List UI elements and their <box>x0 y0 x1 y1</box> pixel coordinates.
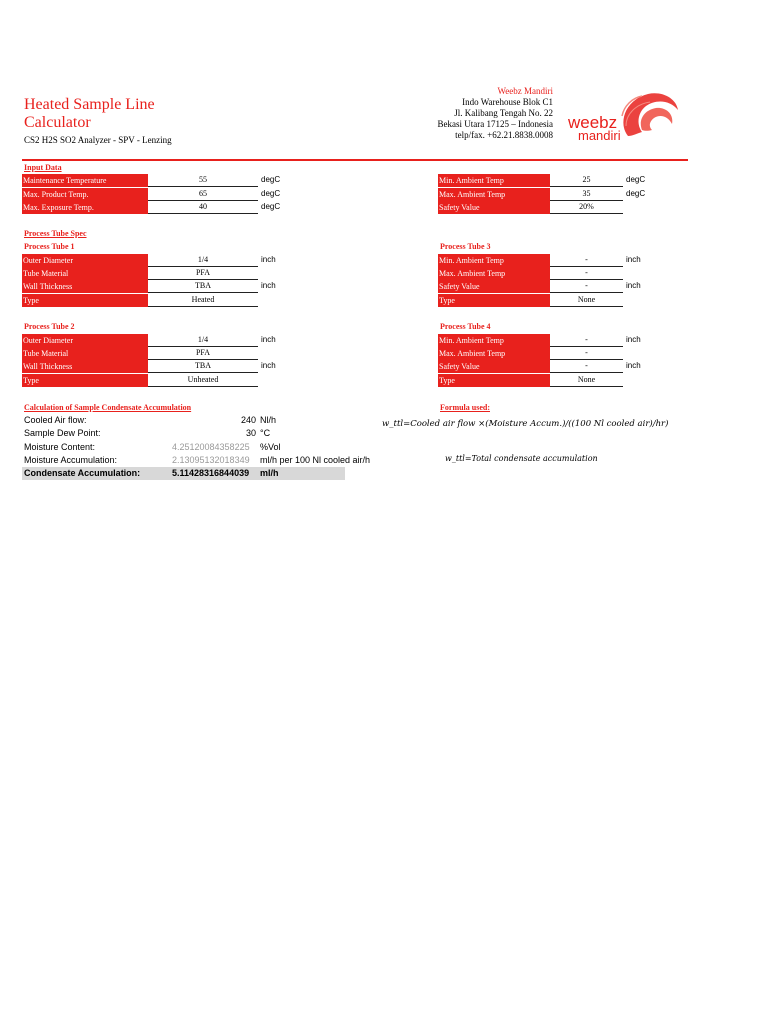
tube3-0-label: Min. Ambient Temp <box>438 254 550 267</box>
input-right-2-row <box>438 201 683 214</box>
formula-expression: w_ttl=Cooled air flow ×(Moisture Accum.)/((100 Nl cooled air)/hr) <box>382 419 669 429</box>
calc-unit: °C <box>260 428 271 439</box>
calc-row <box>24 454 394 467</box>
input-left-1-value[interactable]: 65 <box>148 188 258 201</box>
calc-result-value: 5.11428316844039 <box>172 468 250 478</box>
tube-3-title: Process Tube 3 <box>440 242 491 251</box>
company-name: Weebz Mandiri <box>497 86 553 96</box>
tube3-3-value[interactable]: None <box>550 294 623 307</box>
tube4-2-label: Safety Value <box>438 360 550 373</box>
section-heading-formula: Formula used: <box>440 403 490 412</box>
input-left-1-label: Max. Product Temp. <box>22 188 148 201</box>
tube1-3-label: Type <box>22 294 148 307</box>
tube1-1-value[interactable]: PFA <box>148 267 258 280</box>
calc-label: Moisture Content: <box>24 441 96 452</box>
tube1-0-label: Outer Diameter <box>22 254 148 267</box>
tube4-3-row <box>438 374 683 387</box>
tube2-3-row <box>22 374 318 387</box>
calc-result-row <box>24 467 344 480</box>
tube3-3-row <box>438 294 683 307</box>
tube4-0-unit: inch <box>626 335 641 344</box>
input-left-2-label: Max. Exposure Temp. <box>22 201 148 214</box>
input-left-1-row <box>22 188 318 201</box>
calc-value: 4.25120084358225 <box>172 441 250 452</box>
tube4-1-label: Max. Ambient Temp <box>438 347 550 360</box>
input-left-0-row <box>22 174 318 187</box>
logo-text-weebz: weebz <box>568 113 618 132</box>
tube4-2-unit: inch <box>626 361 641 371</box>
tube4-0-row <box>438 334 683 347</box>
tube3-0-row <box>438 254 683 267</box>
input-right-0-unit: degC <box>626 175 646 184</box>
tube1-0-row <box>22 254 318 267</box>
tube2-3-label: Type <box>22 374 148 387</box>
tube2-2-value[interactable]: TBA <box>148 360 258 373</box>
calc-value: 2.13095132018349 <box>172 454 250 465</box>
header-divider <box>22 159 688 161</box>
input-right-2-value[interactable]: 20% <box>550 201 623 214</box>
calc-row <box>24 427 394 440</box>
calc-label: Sample Dew Point: <box>24 428 101 439</box>
tube4-1-value[interactable]: - <box>550 347 623 360</box>
input-right-0-label: Min. Ambient Temp <box>438 174 550 187</box>
section-heading-calculation: Calculation of Sample Condensate Accumulation <box>24 403 192 412</box>
tube-1-title: Process Tube 1 <box>24 242 75 251</box>
tube4-2-row <box>438 360 683 373</box>
calc-row <box>24 414 394 427</box>
tube3-2-row <box>438 280 683 293</box>
company-address-block <box>438 86 553 141</box>
tube2-1-label: Tube Material <box>22 347 148 360</box>
input-right-1-label: Max. Ambient Temp <box>438 188 550 201</box>
company-phone: telp/fax. +62.21.8838.0008 <box>455 130 553 140</box>
tube4-3-value[interactable]: None <box>550 374 623 387</box>
page-subtitle: CS2 H2S SO2 Analyzer - SPV - Lenzing <box>24 135 172 145</box>
calc-result-label: Condensate Accumulation: <box>24 468 141 478</box>
company-address-line-2: Jl. Kalibang Tengah No. 22 <box>454 108 553 118</box>
tube2-1-row <box>22 347 318 360</box>
company-address-line-1: Indo Warehouse Blok C1 <box>462 97 553 107</box>
tube4-0-label: Min. Ambient Temp <box>438 334 550 347</box>
tube1-3-value[interactable]: Heated <box>148 294 258 307</box>
tube2-2-label: Wall Thickness <box>22 360 148 373</box>
section-heading-process-tube-spec: Process Tube Spec <box>24 229 87 238</box>
tube1-1-label: Tube Material <box>22 267 148 280</box>
tube2-2-unit: inch <box>261 361 276 371</box>
tube4-0-value[interactable]: - <box>550 334 623 347</box>
calc-label: Cooled Air flow: <box>24 415 87 425</box>
tube3-1-value[interactable]: - <box>550 267 623 280</box>
tube2-0-unit: inch <box>261 335 276 344</box>
input-left-2-row <box>22 201 318 214</box>
input-right-1-row <box>438 188 683 201</box>
tube3-0-value[interactable]: - <box>550 254 623 267</box>
tube2-3-value[interactable]: Unheated <box>148 374 258 387</box>
tube3-2-value[interactable]: - <box>550 280 623 293</box>
tube3-2-label: Safety Value <box>438 280 550 293</box>
tube3-0-unit: inch <box>626 255 641 264</box>
flame-swirl-icon <box>622 93 678 136</box>
page-title: Heated Sample Line Calculator <box>24 96 155 131</box>
tube1-3-row <box>22 294 318 307</box>
calc-unit: Nl/h <box>260 415 277 425</box>
tube3-3-label: Type <box>438 294 550 307</box>
section-heading-input-data: Input Data <box>24 163 62 172</box>
input-left-2-value[interactable]: 40 <box>148 201 258 214</box>
calc-value: 240 <box>240 415 256 425</box>
tube1-1-row <box>22 267 318 280</box>
tube4-3-label: Type <box>438 374 550 387</box>
logo-text-mandiri: mandiri <box>578 128 621 143</box>
calc-result-unit: ml/h <box>260 468 279 478</box>
calc-row <box>24 441 394 454</box>
tube3-1-label: Max. Ambient Temp <box>438 267 550 280</box>
calc-value: 30 <box>245 428 256 439</box>
input-right-1-unit: degC <box>626 188 646 198</box>
tube-4-title: Process Tube 4 <box>440 322 491 331</box>
input-left-2-unit: degC <box>261 202 281 211</box>
company-address-line-3: Bekasi Utara 17125 – Indonesia <box>437 119 553 129</box>
tube2-0-row <box>22 334 318 347</box>
input-left-0-label: Maintenance Temperature <box>22 174 148 187</box>
calc-label: Moisture Accumulation: <box>24 454 118 465</box>
tube2-1-value[interactable]: PFA <box>148 347 258 360</box>
calc-unit: ml/h per 100 Nl cooled air/h <box>260 454 371 465</box>
tube4-1-row <box>438 347 683 360</box>
tube1-0-value[interactable]: 1/4 <box>148 254 258 267</box>
tube2-0-value[interactable]: 1/4 <box>148 334 258 347</box>
tube2-0-label: Outer Diameter <box>22 334 148 347</box>
tube3-2-unit: inch <box>626 281 641 291</box>
input-right-1-value[interactable]: 35 <box>550 188 623 201</box>
input-right-0-value[interactable]: 25 <box>550 174 623 187</box>
input-left-0-unit: degC <box>261 175 281 184</box>
tube1-0-unit: inch <box>261 255 276 264</box>
tube4-2-value[interactable]: - <box>550 360 623 373</box>
input-right-0-row <box>438 174 683 187</box>
input-left-0-value[interactable]: 55 <box>148 174 258 187</box>
formula-note: w_ttl=Total condensate accumulation <box>445 454 598 463</box>
tube1-2-label: Wall Thickness <box>22 280 148 293</box>
company-logo <box>566 86 681 146</box>
input-left-1-unit: degC <box>261 188 281 198</box>
input-right-2-label: Safety Value <box>438 201 550 214</box>
tube-2-title: Process Tube 2 <box>24 322 75 331</box>
tube1-2-value[interactable]: TBA <box>148 280 258 293</box>
tube1-2-row <box>22 280 318 293</box>
tube3-1-row <box>438 267 683 280</box>
calc-unit: %Vol <box>260 441 281 452</box>
tube1-2-unit: inch <box>261 281 276 291</box>
tube2-2-row <box>22 360 318 373</box>
